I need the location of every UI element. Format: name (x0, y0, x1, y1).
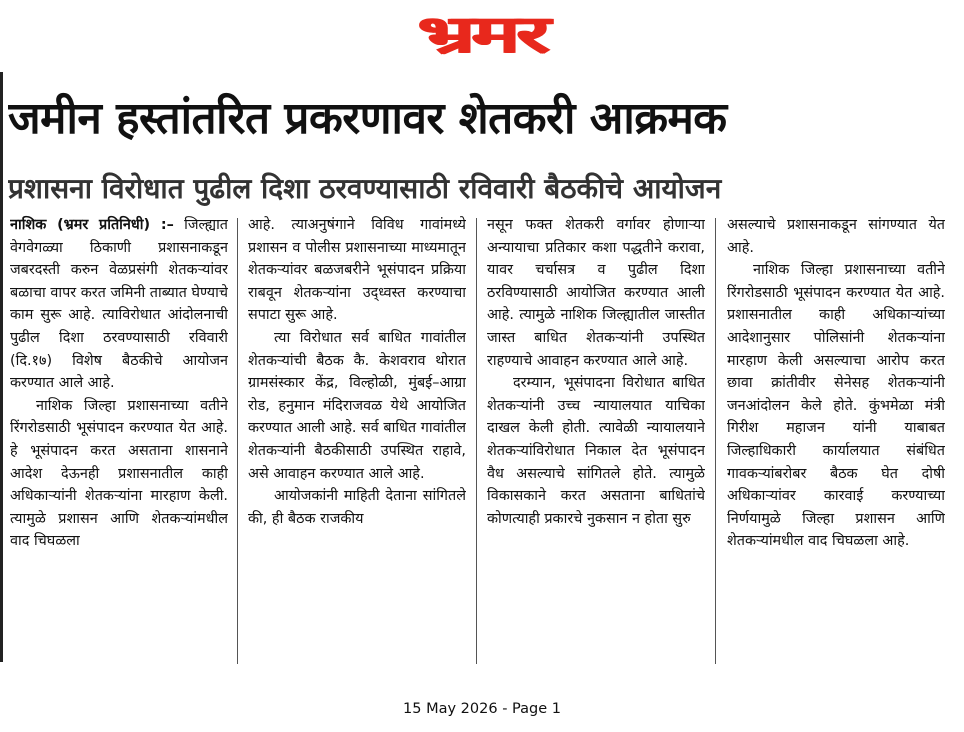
article-byline: नाशिक (भ्रमर प्रतिनिधी) :– (10, 217, 174, 233)
article-column-1 (10, 214, 228, 666)
article-paragraph: आयोजकांनी माहिती देताना सांगितले की, ही बैठक राजकीय (248, 488, 466, 527)
article-paragraph: दरम्यान, भूसंपादना विरोधात बाधित शेतकऱ्यांनी उच्च न्यायालयात याचिका दाखल केली होती. त्यावेळी न्यायालयाने शेतकऱ्यांविरोधात निकाल देत भूसंपादन वैध असल्याचे सांगितले होते. त्यामुळे विकासकाने करत असताना बाधितांचे कोणत्याही प्रकारचे नुकसान न होता सुरु (487, 375, 705, 527)
article-paragraph: नाशिक जिल्हा प्रशासनाच्या वतीने रिंगरोडसाठी भूसंपादन करण्यात येत आहे. प्रशासनातील काही अधिकाऱ्यांच्या आदेशानुसार पोलिसांनी शेतकऱ्यांना मारहाण केली असल्याचा आरोप करत छावा क्रांतीवीर सेनेसह शेतकऱ्यांनी जनआंदोलन केले होते. कुंभमेळा मंत्री गिरीश महाजन यांनी याबाबत जिल्हाधिकारी कार्यालयात संबंधित गावकऱ्यांबरोबर बैठक घेत दोषी अधिकाऱ्यांवर कारवाई करण्याच्या निर्णयामुळे जिल्हा प्रशासन आणि शेतकऱ्यांमधील वाद चिघळला आहे. (727, 262, 945, 550)
article-paragraph (10, 214, 228, 395)
article-body (0, 214, 958, 666)
masthead (0, 0, 964, 70)
column-divider (476, 218, 477, 664)
article-subheadline: प्रशासना विरोधात पुढील दिशा ठरवण्यासाठी रविवारी बैठकीचे आयोजन (8, 172, 722, 205)
article-paragraph: त्या विरोधात सर्व बाधित गावांतील शेतकऱ्यांची बैठक कै. केशवराव थोरात ग्रामसंस्कार केंद्र, विल्होळी, मुंबई–आग्रा रोड, हनुमान मंदिराजवळ येथे आयोजित करण्यात आली आहे. सर्व बाधित गावांतील शेतकऱ्यांनी बैठकीसाठी उपस्थित राहावे, असे आवाहन करण्यात आले आहे. (248, 329, 466, 482)
article-column-4 (727, 214, 945, 666)
article-text: जिल्ह्यात वेगवेगळ्या ठिकाणी प्रशासनाकडून जबरदस्ती करुन वेळप्रसंगी शेतकऱ्यांवर बळाचा वापर करत जमिनी ताब्यात घेण्याचे काम सुरू आहे. त्याविरोधात आंदोलनाची पुढील दिशा ठरवण्यासाठी रविवारी (दि.१७) विशेष बैठकीचे आयोजन करण्यात आले आहे. (10, 217, 228, 392)
article-paragraph: आहे. त्याअनुषंगाने विविध गावांमध्ये प्रशासन व पोलीस प्रशासनाच्या माध्यमातून शेतकऱ्यांवर बळजबरीने भूसंपादन प्रक्रिया राबवून शेतकऱ्यांना उद्ध्वस्त करण्याचा सपाटा सुरू आहे. (248, 217, 466, 324)
page-footer: 15 May 2026 - Page 1 (403, 701, 561, 717)
article-paragraph: नसून फक्त शेतकरी वर्गावर होणाऱ्या अन्यायाचा प्रतिकार कशा पद्धतीने करावा, यावर चर्चासत्र व पुढील दिशा ठरविण्यासाठी आयोजित करण्यात आली आहे. त्यामुळे नाशिक जिल्ह्यातील जास्तीत जास्त बाधित शेतकऱ्यांनी उपस्थित राहण्याचे आवाहन करण्यात आले आहे. (487, 217, 705, 369)
article-column-3 (487, 214, 705, 666)
article-column-2 (248, 214, 466, 666)
column-divider (237, 218, 238, 664)
newspaper-logo: भ्रमर (417, 5, 547, 65)
article-headline: जमीन हस्तांतरित प्रकरणावर शेतकरी आक्रमक (8, 93, 727, 144)
article-paragraph: नाशिक जिल्हा प्रशासनाच्या वतीने रिंगरोडसाठी भूसंपादन करण्यात येत आहे. हे भूसंपादन करत असताना शासनाने आदेश देऊनही प्रशासनातील काही अधिकाऱ्यांनी शेतकऱ्यांना मारहाण केली. त्यामुळे प्रशासन आणि शेतकऱ्यांमधील वाद चिघळला (10, 397, 228, 550)
article-paragraph: असल्याचे प्रशासनाकडून सांगण्यात येत आहे. (727, 217, 945, 256)
column-divider (715, 218, 716, 664)
